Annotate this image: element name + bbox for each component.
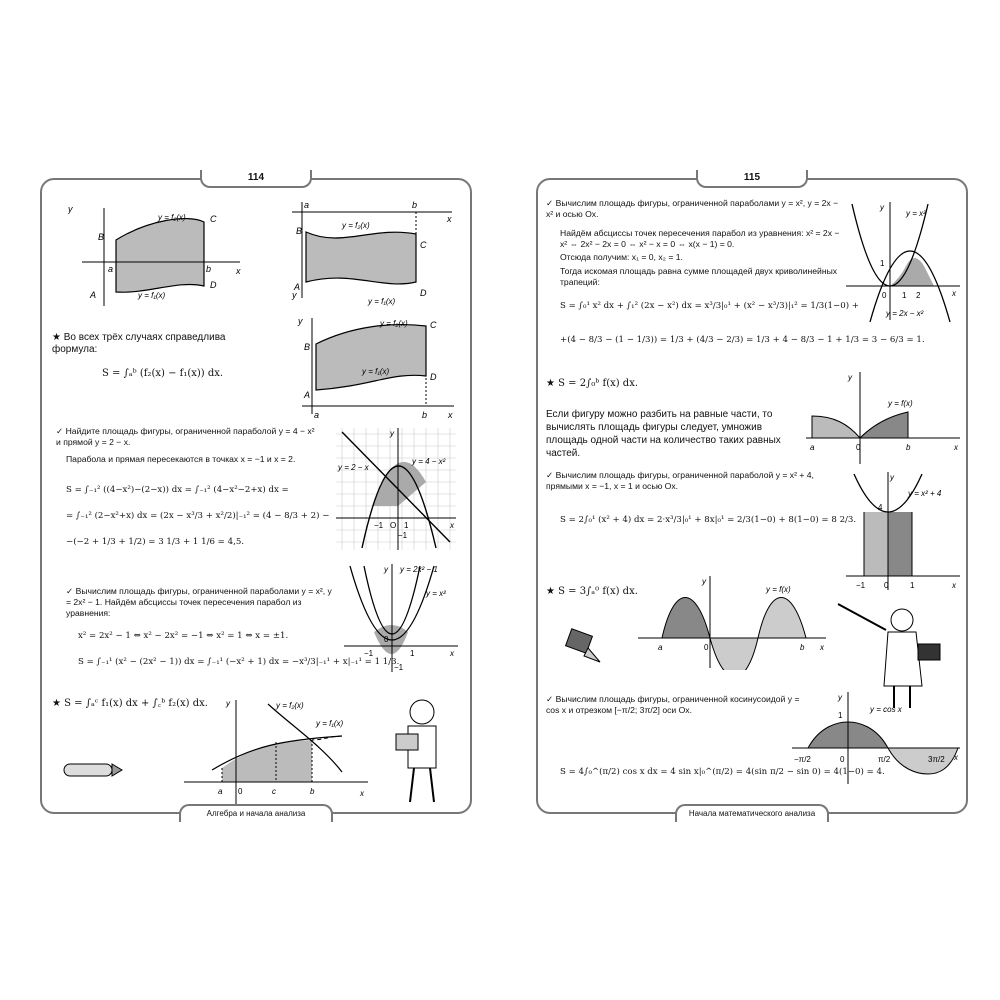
- gr4-x: x: [820, 643, 824, 652]
- gr3-zero: 0: [884, 581, 889, 590]
- g1-a: a: [108, 264, 114, 274]
- g2-y: y: [292, 290, 297, 300]
- gr3-y: y: [890, 473, 894, 482]
- g3-b: b: [422, 410, 428, 420]
- g1-C: C: [210, 214, 217, 224]
- gr4-zero: 0: [704, 643, 709, 652]
- gr5-x: x: [954, 753, 958, 762]
- formula-area: S = ∫ₐᵇ (f₂(x) − f₁(x)) dx.: [102, 368, 224, 379]
- example1-line1: Парабола и прямая пересекаются в точках x = −1 и x = 2.: [66, 454, 296, 464]
- gr3-x: x: [952, 581, 956, 590]
- footer-right: Начала математического анализа: [675, 804, 829, 822]
- g6-f1: y = f₁(x): [316, 719, 344, 728]
- example1-title: ✓ Найдите площадь фигуры, ограниченной параболой y = 4 − x² и прямой y = 2 − x.: [56, 426, 315, 447]
- g6-y: y: [226, 699, 230, 708]
- r-example3-line1: S = 4∫₀^(π/2) cos x dx = 4 sin x|₀^(π/2) = 4(sin π/2 − sin 0) = 4(1−0) = 4.: [560, 767, 885, 777]
- gr1-two: 2: [916, 291, 921, 300]
- g3-B: B: [304, 342, 311, 352]
- gr4-y: y: [702, 577, 706, 586]
- r-example1-line4: S = ∫₀¹ x² dx + ∫₁² (2x − x²) dx = x³/3|₀¹ + (x² − x³/3)|₁² = 1/3(1−0) +: [560, 301, 859, 311]
- page-number-right: 115: [696, 170, 808, 188]
- r-example1-line2: Отсюда получим: x₁ = 0, x₂ = 1.: [560, 252, 683, 262]
- star-note-split-integral: ★ S = ∫ₐᶜ f₁(x) dx + ∫꜀ᵇ f₂(x) dx.: [52, 698, 208, 709]
- graph-two-parabolas-right: [844, 200, 962, 322]
- r-star-note-text: Если фигуру можно разбить на равные части, то вычислять площадь фигуры следует, умножив площадь одной части на количество таких равных частей.: [546, 409, 781, 459]
- g4-x: x: [450, 521, 454, 530]
- g3-a: a: [314, 410, 320, 420]
- g2-f1: y = f₁(x): [368, 297, 396, 306]
- gr5-f: y = cos x: [870, 705, 902, 714]
- page-number-left: 114: [200, 170, 312, 188]
- g5-zero: 0: [384, 635, 389, 644]
- star-note-formula: ★ Во всех трёх случаях справедлива формула:: [52, 332, 226, 355]
- gr4-b: b: [800, 643, 805, 652]
- pen-illustration: [58, 758, 124, 784]
- graph-symmetric-area: [804, 370, 964, 466]
- g4-one: 1: [404, 521, 409, 530]
- g2-b: b: [412, 200, 418, 210]
- graph-parabola-line-grid: [332, 424, 460, 554]
- r-example1-line3: Тогда искомая площадь равна сумме площадей двух криволинейных трапеций:: [560, 266, 838, 287]
- g2-A: A: [294, 282, 301, 292]
- g3-f1: y = f₁(x): [362, 367, 390, 376]
- g5-p2: y = x²: [426, 589, 446, 598]
- g5-x: x: [450, 649, 454, 658]
- g4-line-label: y = 2 − x: [338, 463, 369, 472]
- g4-o: O: [390, 521, 397, 530]
- graph-two-functions-split: [182, 696, 372, 806]
- gr1-x: x: [952, 289, 956, 298]
- g3-D: D: [430, 372, 437, 382]
- gr2-f: y = f(x): [888, 399, 913, 408]
- gr1-one-x: 1: [902, 291, 907, 300]
- g6-zero: 0: [238, 787, 243, 796]
- g1-y: y: [68, 204, 73, 214]
- graph-area-between-curves-2: [282, 198, 457, 308]
- g1-b: b: [206, 264, 212, 274]
- g5-y: y: [384, 565, 388, 574]
- gr1-one: 1: [880, 259, 885, 268]
- gr5-three: 3π/2: [928, 755, 945, 764]
- gr2-zero: 0: [856, 443, 861, 452]
- example1-line2: S = ∫₋₁² ((4−x²)−(2−x)) dx = ∫₋₁² (4−x²−2+x) dx =: [66, 485, 289, 495]
- r-example3-title: ✓ Вычислим площадь фигуры, ограниченной косинусоидой y = cos x и отрезком [−π/2; 3π/2] оси Ox.: [546, 694, 800, 715]
- gr2-x: x: [954, 443, 958, 452]
- gr3-f: y = x² + 4: [908, 489, 942, 498]
- gr3-four: 4: [878, 503, 883, 512]
- graph-sine-regions: [634, 574, 830, 670]
- gr1-y: y: [880, 203, 884, 212]
- graph-area-between-curves-3: [292, 314, 457, 424]
- gr3-one: 1: [910, 581, 915, 590]
- g5-m1: −1: [364, 649, 374, 658]
- r-example2-title: ✓ Вычислим площадь фигуры, ограниченной параболой y = x² + 4, прямыми x = −1, x = 1 и осью Ox.: [546, 470, 814, 491]
- g6-f2: y = f₂(x): [276, 701, 304, 710]
- gr1-p2: y = 2x − x²: [886, 309, 924, 318]
- g4-parab-label: y = 4 − x²: [412, 457, 446, 466]
- gr2-y: y: [848, 373, 852, 382]
- right-page: [536, 172, 968, 818]
- r-example2-line1: S = 2∫₀¹ (x² + 4) dx = 2·x³/3|₀¹ + 8x|₀¹ = 2/3(1−0) + 8(1−0) = 8 2/3.: [560, 515, 857, 525]
- gr3-m1: −1: [856, 581, 866, 590]
- example1-line3: = ∫₋₁² (2−x²+x) dx = (2x − x³/3 + x²/2)|₋₁² = (4 − 8/3 + 2) −: [66, 511, 330, 521]
- r-star-note-three: ★ S = 3∫ₐ⁰ f(x) dx.: [546, 586, 638, 597]
- gr4-a: a: [658, 643, 663, 652]
- g6-a: a: [218, 787, 223, 796]
- g1-D: D: [210, 280, 217, 290]
- g2-x: x: [447, 214, 452, 224]
- g4-y: y: [390, 429, 394, 438]
- g2-C: C: [420, 240, 427, 250]
- r-example1-line1: Найдём абсциссы точек пересечения парабол из уравнения: x² = 2x − x² ⇔ 2x² − 2x = 0 ⇔ x² − x = 0 ⇔ x(x − 1) = 0.: [560, 228, 840, 249]
- g1-f1: y = f₁(x): [138, 291, 166, 300]
- gr4-f: y = f(x): [766, 585, 791, 594]
- gr5-y: y: [838, 693, 842, 702]
- g3-x: x: [448, 410, 453, 420]
- example2-title: ✓ Вычислим площадь фигуры, ограниченной параболами y = x², y = 2x² − 1. Найдём абсциссы точек пересечения парабол из уравнения:: [66, 586, 332, 618]
- g2-a: a: [304, 200, 310, 210]
- g5-p1: y = 2x² − 1: [400, 565, 438, 574]
- r-example1-title: ✓ Вычислим площадь фигуры, ограниченной параболами y = x², y = 2x − x² и осью Ox.: [546, 198, 839, 219]
- left-page: [40, 172, 472, 818]
- g3-f2: y = f₂(x): [380, 319, 408, 328]
- example1-line4: −(−2 + 1/3 + 1/2) = 3 1/3 + 1 1/6 = 4,5.: [66, 537, 245, 547]
- g1-f2: y = f₂(x): [158, 213, 186, 222]
- g1-B: B: [98, 232, 105, 242]
- g3-C: C: [430, 320, 437, 330]
- r-example1-line5: +(4 − 8/3 − (1 − 1/3)) = 1/3 + (4/3 − 2/3) = 1/3 + 4 − 8/3 − 1 + 1/3 = 3 − 6/3 = 1.: [560, 335, 925, 345]
- gr2-a: a: [810, 443, 815, 452]
- example2-line2: S = ∫₋₁¹ (x² − (2x² − 1)) dx = ∫₋₁¹ (−x² + 1) dx = −x³/3|₋₁¹ + x|₋₁¹ = 1 1/3.: [78, 657, 400, 667]
- g2-D: D: [420, 288, 427, 298]
- g4-m1y: −1: [398, 531, 408, 540]
- gr5-zero: 0: [840, 755, 845, 764]
- g2-B: B: [296, 226, 303, 236]
- man-with-notebook-illustration: [384, 694, 460, 808]
- graph-area-between-curves-1: [68, 202, 248, 312]
- gr5-one: 1: [838, 711, 843, 720]
- g2-f2: y = f₂(x): [342, 221, 370, 230]
- gr1-zero: 0: [882, 291, 887, 300]
- g1-A: A: [90, 290, 97, 300]
- pencil-sharpener-illustration: [564, 626, 604, 666]
- graph-cosine-area: [790, 690, 962, 786]
- g6-c: c: [272, 787, 276, 796]
- g4-m1: −1: [374, 521, 384, 530]
- g1-x: x: [236, 266, 241, 276]
- example2-line1: x² = 2x² − 1 ⇔ x² − 2x² = −1 ⇔ x² = 1 ⇔ x = ±1.: [78, 631, 289, 641]
- g6-x: x: [360, 789, 364, 798]
- gr1-p1: y = x²: [906, 209, 926, 218]
- gr5-mpi2: −π/2: [794, 755, 811, 764]
- graph-two-parabolas-left: [338, 562, 462, 674]
- gr2-b: b: [906, 443, 911, 452]
- g5-m1y: −1: [394, 663, 404, 672]
- footer-left: Алгебра и начала анализа: [179, 804, 333, 822]
- g6-b: b: [310, 787, 315, 796]
- gr5-pi2: π/2: [878, 755, 891, 764]
- g5-one: 1: [410, 649, 415, 658]
- g3-A: A: [304, 390, 311, 400]
- r-star-note-symmetric: ★ S = 2∫₀ᵇ f(x) dx.: [546, 378, 639, 389]
- g3-y: y: [298, 316, 303, 326]
- graph-parabola-x2-plus-4: [844, 470, 962, 594]
